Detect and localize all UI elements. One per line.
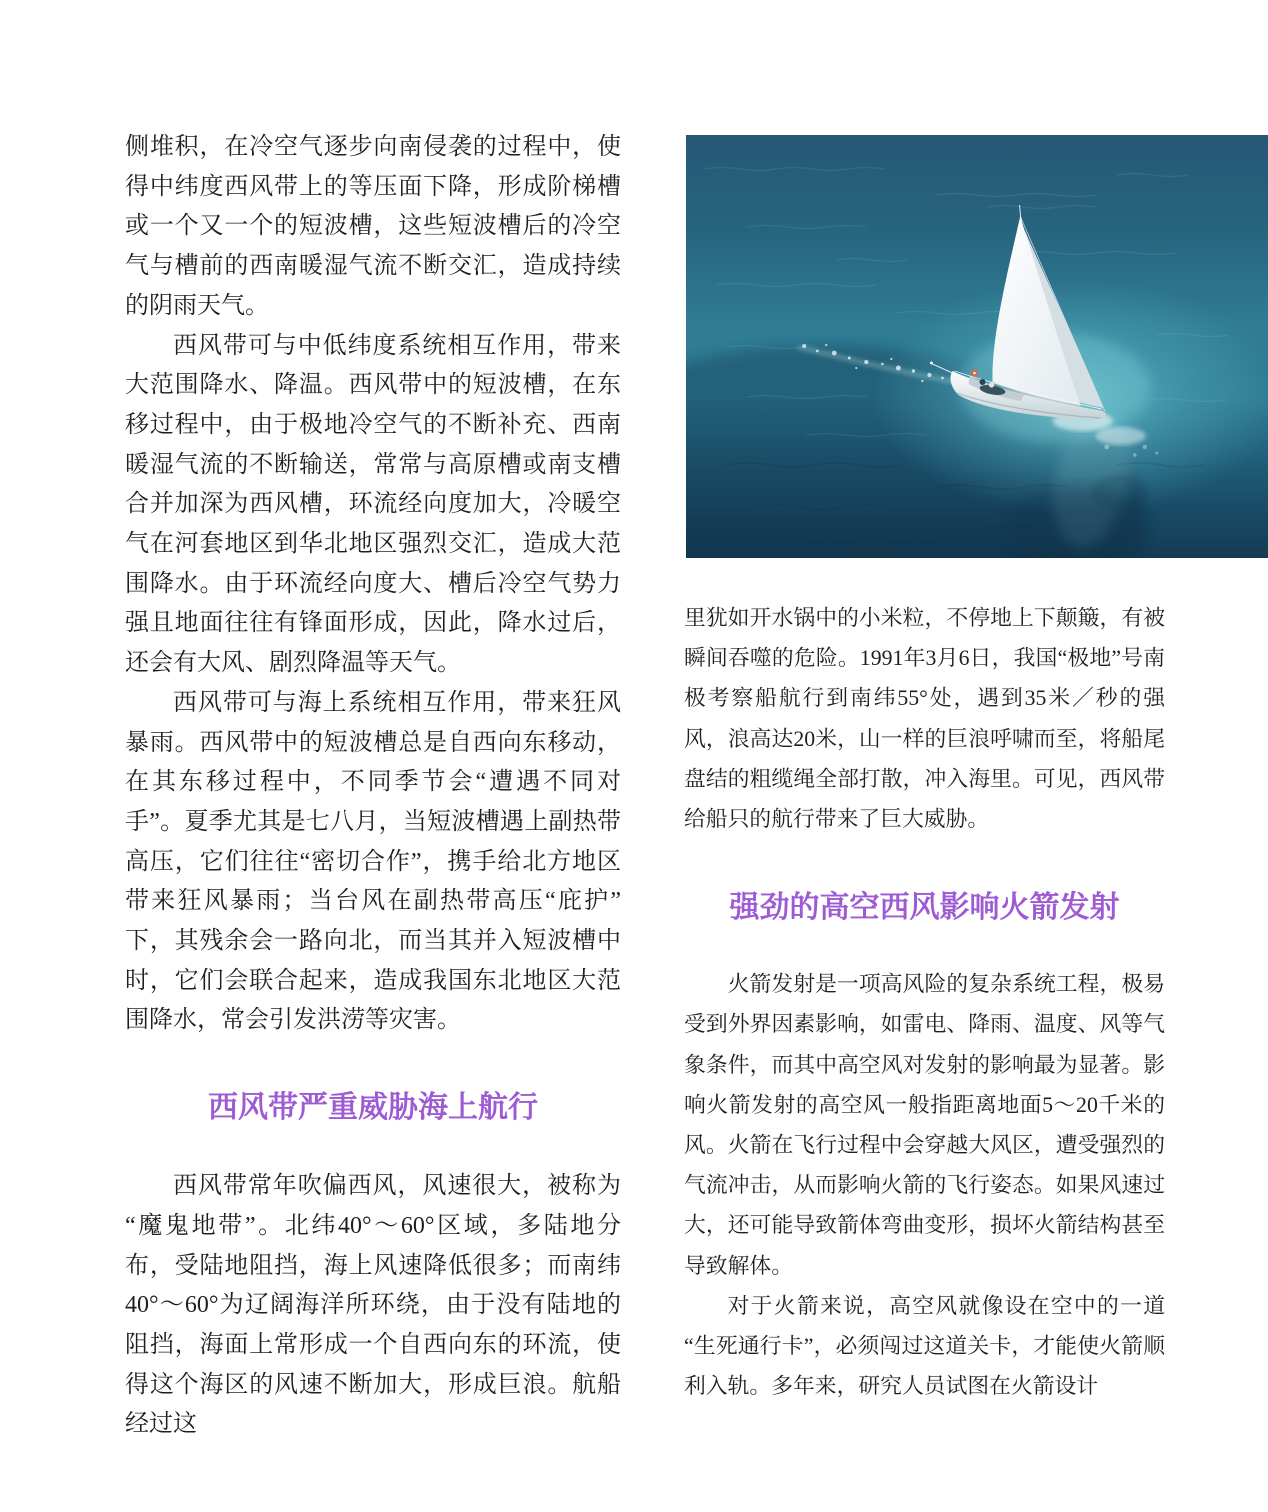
right-column [684,598,1165,1406]
body-paragraph: 西风带可与海上系统相互作用，带来狂风暴雨。西风带中的短波槽总是自西向东移动，在其东移过程中，不同季节会“遭遇不同对手”。夏季尤其是七八月，当短波槽遇上副热带高压，它们往往“密切合作”，携手给北方地区带来狂风暴雨；当台风在副热带高压“庇护”下，其残余会一路向北，而当其并入短波槽中时，它们会联合起来，造成我国东北地区大范围降水，常会引发洪涝等灾害。 [125,689,621,1034]
body-paragraph: 西风带常年吹偏西风，风速很大，被称为“魔鬼地带”。北纬40°～60°区域，多陆地分布，受陆地阻挡，海上风速降低很多；而南纬40°～60°为辽阔海洋所环绕，由于没有陆地的阻挡，海面上常形成一个自西向东的环流，使得这个海区的风速不断加大，形成巨浪。航船经过这 [125,1173,621,1438]
section-heading-westerlies-threaten-sailing: 西风带严重威胁海上航行 [208,1091,538,1125]
aerial-sailboat-ocean-photo [686,135,1268,558]
body-paragraph: 里犹如开水锅中的小米粒，不停地上下颠簸，有被瞬间吞噬的危险。1991年3月6日，我国“极地”号南极考察船航行到南纬55°处，遇到35米／秒的强风，浪高达20米，山一样的巨浪呼啸而至，将船尾盘结的粗缆绳全部打散，冲入海里。可见，西风带给船只的航行带来了巨大威胁。 [684,606,1165,832]
body-paragraph: 侧堆积，在冷空气逐步向南侵袭的过程中，使得中纬度西风带上的等压面下降，形成阶梯槽或一个又一个的短波槽，这些短波槽后的冷空气与槽前的西南暖湿气流不断交汇，造成持续的阴雨天气。 [125,134,621,319]
crew-person [989,382,994,387]
crew-person [980,379,986,385]
section-heading-high-altitude-westerlies-rockets: 强劲的高空西风影响火箭发射 [729,891,1120,925]
body-paragraph: 火箭发射是一项高风险的复杂系统工程，极易受到外界因素影响，如雷电、降雨、温度、风等气象条件，而其中高空风对发射的影响最为显著。影响火箭发射的高空风一般指距离地面5～20千米的风。火箭在飞行过程中会穿越大风区，遭受强烈的气流冲击，从而影响火箭的飞行姿态。如果风速过大，还可能导致箭体弯曲变形，损坏火箭结构甚至导致解体。 [684,972,1165,1278]
body-paragraph: 对于火箭来说，高空风就像设在空中的一道“生死通行卡”，必须闯过这道关卡，才能使火箭顺利入轨。多年来，研究人员试图在火箭设计 [684,1293,1165,1399]
body-paragraph: 西风带可与中低纬度系统相互作用，带来大范围降水、降温。西风带中的短波槽，在东移过程中，由于极地冷空气的不断补充、西南暖湿气流的不断输送，常常与高原槽或南支槽合并加深为西风槽，环流经向度加大，冷暖空气在河套地区到华北地区强烈交汇，造成大范围降水。由于环流经向度大、槽后冷空气势力强且地面往往有锋面形成，因此，降水过后，还会有大风、剧烈降温等天气。 [125,332,621,677]
left-column [125,128,621,1445]
ocean-scene [686,135,1268,558]
